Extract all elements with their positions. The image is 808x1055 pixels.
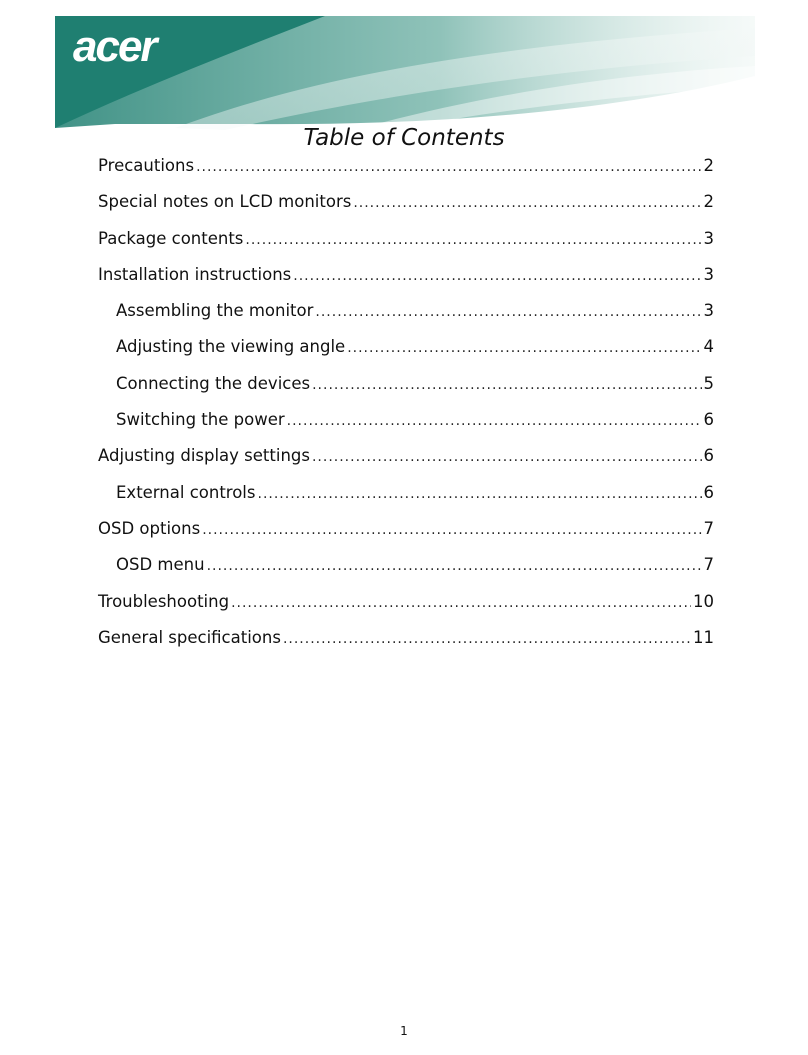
- toc-entry-page: 2: [703, 156, 714, 175]
- toc-entry[interactable]: [98, 334, 714, 370]
- toc-entry[interactable]: [98, 480, 714, 516]
- toc-entry-page: 10: [693, 591, 714, 611]
- toc-dot-leader: [245, 227, 701, 253]
- acer-logo: acer: [73, 22, 156, 71]
- toc-entry-page: 6: [703, 410, 714, 430]
- toc-entry-label: Special notes on LCD monitors: [98, 192, 352, 212]
- toc-dot-leader: [283, 626, 691, 652]
- toc-dot-leader: [312, 372, 701, 398]
- toc-entry-page: 3: [703, 301, 714, 321]
- toc-entry-page: 5: [703, 373, 714, 393]
- toc-entry-label: Assembling the monitor: [116, 301, 314, 321]
- toc-entry[interactable]: [98, 552, 714, 588]
- toc-dot-leader: [258, 481, 702, 507]
- toc-entry-label: General specifications: [98, 627, 281, 647]
- page-number: 1: [400, 1024, 408, 1038]
- toc-dot-leader: [315, 299, 701, 325]
- toc-entry[interactable]: [98, 371, 714, 407]
- toc-entry[interactable]: [98, 153, 714, 189]
- toc-dot-leader: [202, 517, 701, 543]
- toc-entry-label: Installation instructions: [98, 264, 292, 284]
- toc-entry-label: Switching the power: [116, 410, 285, 430]
- toc-entry[interactable]: [98, 262, 714, 298]
- toc-entry-label: Adjusting display settings: [98, 446, 310, 466]
- toc-entry[interactable]: [98, 625, 714, 661]
- toc-dot-leader: [196, 154, 701, 180]
- toc-entry-label: OSD menu: [116, 555, 205, 575]
- toc-entry-page: 4: [703, 337, 714, 357]
- toc-entry-label: Precautions: [98, 156, 195, 175]
- page-title: Table of Contents: [303, 125, 505, 151]
- toc-entry-label: External controls: [116, 482, 256, 502]
- toc-entry-page: 7: [703, 555, 714, 575]
- toc-entry-label: OSD options: [98, 518, 201, 538]
- toc-entry-label: Package contents: [98, 228, 244, 248]
- toc-entry[interactable]: [98, 298, 714, 334]
- toc-dot-leader: [231, 590, 691, 616]
- toc-dot-leader: [353, 190, 701, 216]
- toc-entry[interactable]: [98, 589, 714, 625]
- toc-entry-page: 6: [703, 482, 714, 502]
- toc-entry-page: 2: [703, 192, 714, 212]
- toc-entry-page: 7: [703, 518, 714, 538]
- toc-entry-page: 6: [703, 446, 714, 466]
- toc-entry-label: Connecting the devices: [116, 373, 311, 393]
- banner-graphic: [55, 16, 755, 131]
- toc-entry[interactable]: [98, 226, 714, 262]
- toc-dot-leader: [293, 263, 701, 289]
- toc-entry-page: 11: [693, 627, 714, 647]
- toc-entry[interactable]: [98, 443, 714, 479]
- toc-entry-page: 3: [703, 264, 714, 284]
- toc-entry-label: Troubleshooting: [98, 591, 230, 611]
- toc-entry[interactable]: [98, 407, 714, 443]
- table-of-contents: [98, 153, 714, 661]
- toc-entry-page: 3: [703, 228, 714, 248]
- header-banner: [55, 16, 755, 131]
- toc-dot-leader: [207, 553, 702, 579]
- toc-dot-leader: [312, 444, 702, 470]
- toc-dot-leader: [287, 408, 702, 434]
- toc-entry[interactable]: [98, 189, 714, 225]
- toc-entry-label: Adjusting the viewing angle: [116, 337, 346, 357]
- toc-entry[interactable]: [98, 516, 714, 552]
- toc-dot-leader: [347, 335, 701, 361]
